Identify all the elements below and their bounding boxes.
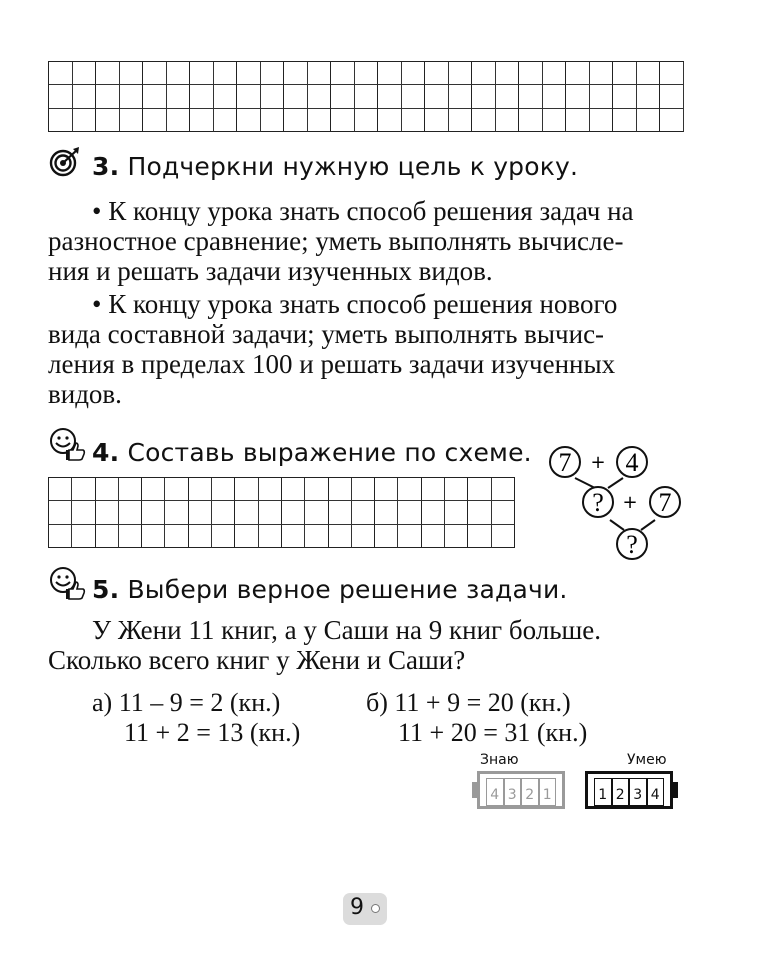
grid-cell[interactable] [96,525,119,548]
grid-cell[interactable] [119,478,142,501]
solution-b[interactable] [366,688,587,748]
target-icon [49,146,81,178]
grid-cell[interactable] [305,478,328,501]
grid-cell[interactable] [613,109,637,132]
grid-cell[interactable] [142,501,165,524]
grid-cell[interactable] [496,62,520,85]
goal-option-1-line: ния и решать задачи изученных видов. [48,256,493,286]
goal-option-2-line: видов. [48,379,122,409]
grid-cell[interactable] [355,109,379,132]
grid-cell[interactable] [329,501,352,524]
grid-cell[interactable] [120,62,144,85]
can-scale-terminal [673,782,678,798]
grid-cell[interactable] [73,85,97,108]
grid-cell[interactable] [331,62,355,85]
grid-cell[interactable] [72,501,95,524]
grid-cell[interactable] [445,501,468,524]
goal-option-2-line: • К концу урока знать способ решения нового [92,289,618,319]
grid-cell[interactable] [284,62,308,85]
grid-cell[interactable] [237,62,261,85]
grid-cell[interactable] [566,62,590,85]
grid-cell[interactable] [261,85,285,108]
grid-cell[interactable] [378,109,402,132]
grid-cell[interactable] [259,525,282,548]
scheme-bottom: ? [626,530,638,559]
task4-heading [92,438,532,467]
grid-cell[interactable] [398,478,421,501]
know-label: Знаю [480,752,519,768]
grid-cell[interactable] [190,62,214,85]
grid-cell[interactable] [519,85,543,108]
grid-cell[interactable] [259,478,282,501]
grid-cell[interactable] [49,501,72,524]
grid-cell[interactable] [189,525,212,548]
grid-cell[interactable] [119,525,142,548]
grid-cell[interactable] [449,109,473,132]
grid-cell[interactable] [375,501,398,524]
grid-cell[interactable] [189,501,212,524]
grid-cell[interactable] [165,525,188,548]
problem-line: Сколько всего книг у Жени и Саши? [48,645,466,675]
grid-cell[interactable] [543,85,567,108]
grid-cell[interactable] [492,525,515,548]
grid-cell[interactable] [165,501,188,524]
scheme-mid-op: + [622,492,638,513]
grid-cell[interactable] [212,478,235,501]
goal-option-1-line: • К концу урока знать способ решения задач на [92,196,634,226]
page-circle-icon [371,904,380,913]
grid-cell[interactable] [142,478,165,501]
expression-scheme [540,440,700,570]
grid-cell[interactable] [492,501,515,524]
grid-cell[interactable] [613,85,637,108]
grid-cell[interactable] [49,478,72,501]
grid-cell[interactable] [49,85,73,108]
grid-cell[interactable] [143,85,167,108]
know-scale-terminal [472,782,477,798]
grid-cell[interactable] [425,85,449,108]
grid-cell[interactable] [449,62,473,85]
grid-cell[interactable] [259,501,282,524]
grid-cell[interactable] [566,85,590,108]
grid-cell[interactable] [352,478,375,501]
know-scale-cell[interactable]: 4 [486,778,504,806]
grid-cell[interactable] [142,525,165,548]
grid-cell[interactable] [190,85,214,108]
grid-cell[interactable] [190,109,214,132]
grid-cell[interactable] [402,85,426,108]
know-scale-cell[interactable]: 3 [504,778,522,806]
grid-cell[interactable] [660,109,684,132]
task4-number: 4. [92,438,120,467]
grid-cell[interactable] [119,501,142,524]
grid-cell[interactable] [637,85,661,108]
scheme-top-right: 4 [625,448,639,477]
solution-a[interactable] [92,688,300,748]
grid-cell[interactable] [331,109,355,132]
solution-a-label: а) [92,688,113,717]
can-scale[interactable] [585,771,673,809]
goal-option-1-line: разностное сравнение; уметь выполнять вычисле- [48,226,624,256]
grid-cell[interactable] [398,501,421,524]
grid-cell[interactable] [472,62,496,85]
grid-cell[interactable] [422,525,445,548]
grid-cell[interactable] [73,109,97,132]
grid-cell[interactable] [378,85,402,108]
goal-option-1[interactable] [48,196,634,286]
grid-cell[interactable] [355,85,379,108]
grid-cell[interactable] [352,525,375,548]
grid-cell[interactable] [235,478,258,501]
know-scale-cell[interactable]: 2 [521,778,539,806]
grid-cell[interactable] [282,525,305,548]
grid-cell[interactable] [214,109,238,132]
grid-cell[interactable] [425,62,449,85]
grid-cell[interactable] [308,109,332,132]
task3-number: 3. [92,152,120,181]
task5-heading [92,575,568,604]
grid-cell[interactable] [308,85,332,108]
can-label: Умею [627,752,667,768]
grid-cell[interactable] [72,478,95,501]
solution-b-label: б) [366,688,388,717]
can-scale-cell[interactable]: 1 [594,778,612,806]
grid-cell[interactable] [282,478,305,501]
grid-cell[interactable] [308,62,332,85]
solution-a-expr1: 11 – 9 = 2 (кн.) [118,688,281,717]
grid-cell[interactable] [590,85,614,108]
scheme-top-op: + [590,452,606,473]
grid-cell[interactable] [331,85,355,108]
grid-cell[interactable] [167,85,191,108]
grid-cell[interactable] [613,62,637,85]
grid-cell[interactable] [425,109,449,132]
grid-cell[interactable] [375,478,398,501]
task5-number: 5. [92,575,120,604]
goal-option-2-line: ления в пределах 100 и решать задачи изученных [48,349,616,379]
grid-cell[interactable] [375,525,398,548]
grid-cell[interactable] [212,525,235,548]
task3-heading [92,152,578,181]
grid-cell[interactable] [120,85,144,108]
grid-cell[interactable] [305,525,328,548]
grid-cell[interactable] [402,62,426,85]
page-number-badge [343,893,387,925]
scheme-mid-left: ? [592,488,604,517]
grid-cell[interactable] [212,501,235,524]
grid-cell[interactable] [468,525,491,548]
grid-cell[interactable] [590,109,614,132]
solution-b-line1 [366,688,587,718]
grid-cell[interactable] [143,62,167,85]
solution-b-expr2: 11 + 20 = 31 (кн.) [398,718,588,747]
grid-cell[interactable] [329,478,352,501]
grid-cell[interactable] [660,62,684,85]
task5-problem [48,615,601,675]
grid-cell[interactable] [261,62,285,85]
know-scale-cell[interactable]: 1 [539,778,557,806]
grid-cell[interactable] [120,109,144,132]
grid-cell[interactable] [355,62,379,85]
grid-cell[interactable] [637,109,661,132]
task4-title: Составь выражение по схеме. [127,438,532,467]
grid-cell[interactable] [445,525,468,548]
grid-cell[interactable] [422,478,445,501]
grid-cell[interactable] [449,85,473,108]
grid-cell[interactable] [167,62,191,85]
grid-cell[interactable] [422,501,445,524]
solution-b-expr1: 11 + 9 = 20 (кн.) [394,688,571,717]
grid-cell[interactable] [445,478,468,501]
scheme-top-left: 7 [558,448,572,477]
grid-cell[interactable] [398,525,421,548]
grid-cell[interactable] [189,478,212,501]
grid-cell[interactable] [637,62,661,85]
grid-cell[interactable] [96,501,119,524]
grid-cell[interactable] [543,109,567,132]
answer-grid-task4[interactable] [48,477,515,548]
grid-cell[interactable] [49,525,72,548]
grid-cell[interactable] [96,62,120,85]
grid-cell[interactable] [472,85,496,108]
task5-title: Выбери верное решение задачи. [127,575,568,604]
grid-cell[interactable] [566,109,590,132]
grid-cell[interactable] [49,62,73,85]
page-number: 9 [350,895,364,920]
grid-cell[interactable] [519,109,543,132]
grid-cell[interactable] [329,525,352,548]
can-scale-cell[interactable]: 3 [629,778,647,806]
smiley-thumbs-up-icon [47,426,87,462]
grid-cell[interactable] [378,62,402,85]
solution-a-line1 [92,688,300,718]
grid-cell[interactable] [284,85,308,108]
grid-cell[interactable] [496,109,520,132]
can-scale-cell[interactable]: 4 [647,778,665,806]
grid-cell[interactable] [660,85,684,108]
grid-cell[interactable] [167,109,191,132]
answer-grid-top[interactable] [48,61,684,132]
grid-cell[interactable] [472,109,496,132]
grid-cell[interactable] [519,62,543,85]
goal-option-2[interactable] [48,289,617,409]
goal-option-2-line: вида составной задачи; уметь выполнять вычис- [48,319,605,349]
grid-cell[interactable] [352,501,375,524]
grid-cell[interactable] [73,62,97,85]
grid-cell[interactable] [305,501,328,524]
grid-cell[interactable] [49,109,73,132]
grid-cell[interactable] [235,501,258,524]
grid-cell[interactable] [402,109,426,132]
know-scale[interactable] [477,771,565,809]
grid-cell[interactable] [237,85,261,108]
grid-cell[interactable] [143,109,167,132]
can-scale-cell[interactable]: 2 [612,778,630,806]
grid-cell[interactable] [235,525,258,548]
grid-cell[interactable] [468,501,491,524]
grid-cell[interactable] [590,62,614,85]
grid-cell[interactable] [468,478,491,501]
grid-cell[interactable] [261,109,285,132]
problem-line: У Жени 11 книг, а у Саши на 9 книг больше. [92,615,602,645]
smiley-thumbs-up-icon [47,565,87,601]
grid-cell[interactable] [72,525,95,548]
grid-cell[interactable] [214,85,238,108]
grid-cell[interactable] [492,478,515,501]
grid-cell[interactable] [282,501,305,524]
grid-cell[interactable] [96,478,119,501]
task3-title: Подчеркни нужную цель к уроку. [127,152,579,181]
solution-a-expr2: 11 + 2 = 13 (кн.) [124,718,301,747]
grid-cell[interactable] [284,109,308,132]
grid-cell[interactable] [96,109,120,132]
grid-cell[interactable] [96,85,120,108]
grid-cell[interactable] [496,85,520,108]
grid-cell[interactable] [237,109,261,132]
grid-cell[interactable] [165,478,188,501]
grid-cell[interactable] [214,62,238,85]
grid-cell[interactable] [543,62,567,85]
scheme-mid-right: 7 [658,488,672,517]
